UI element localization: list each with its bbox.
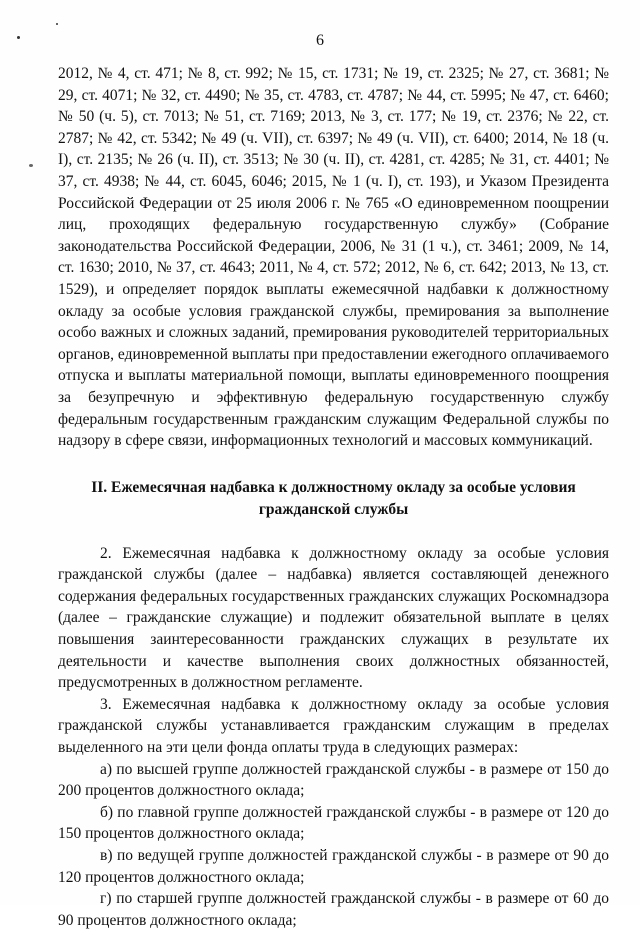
- paragraph-continuation: 2012, № 4, ст. 471; № 8, ст. 992; № 15, ст. 1731; № 19, ст. 2325; № 27, ст. 3681; № 29, ст. 4071; № 32, ст. 4490; № 35, ст. 4783, ст. 4787; № 44, ст. 5995; № 47, ст. 6460; № 50 (ч. 5), ст. 7013; № 51, ст. 7169; 2013, № 3, ст. 177; № 19, ст. 2376; № 22, ст. 2787; № 42, ст. 5342; № 49 (ч. VII), ст. 6397; № 49 (ч. VII), ст. 6400; 2014, № 18 (ч. I), ст. 2135; № 26 (ч. II), ст. 3513; № 30 (ч. II), ст. 4281, ст. 4285; № 31, ст. 4401; № 37, ст. 4938; № 44, ст. 6045, 6046; 2015, № 1 (ч. I), ст. 193), и Указом Президента Российской Федерации от 25 июля 2006 г. № 765 «О единовременном поощрении лиц, проходящих федеральную государственную службу» (Собрание законодательства Российской Федерации, 2006, № 31 (1 ч.), ст. 3461; 2009, № 14, ст. 1630; 2010, № 37, ст. 4643; 2011, № 4, ст. 572; 2012, № 6, ст. 642; 2013, № 13, ст. 1529), и определяет порядок выплаты ежемесячной надбавки к должностному окладу за особые условия гражданской службы, премирования за выполнение особо важных и сложных заданий, премирования руководителей территориальных органов, единовременной выплаты при предоставлении ежегодного оплачиваемого отпуска и выплаты материальной помощи, выплаты единовременного поощрения за безупречную и эффективную федеральную государственную службу федеральным государственным гражданским служащим Федеральной службы по надзору в сфере связи, информационных технологий и массовых коммуникаций.: [58, 65, 609, 450]
- list-item-a: а) по высшей группе должностей гражданской службы - в размере от 150 до 200 процентов должностного оклада;: [58, 760, 609, 800]
- list-item-g: г) по старшей группе должностей гражданской службы - в размере от 60 до 90 процентов должностного оклада;: [58, 890, 609, 929]
- page-number: 6: [316, 32, 324, 49]
- scan-speck: [29, 164, 33, 167]
- list-item-v: в) по ведущей группе должностей гражданской службы - в размере от 90 до 120 процентов должностного оклада;: [58, 847, 609, 886]
- scan-speck: [56, 23, 58, 25]
- paragraph-item-2: 2. Ежемесячная надбавка к должностному окладу за особые условия гражданской службы (далее – надбавка) является составляющей денежного содержания федеральных государственных гражданских служащих Роскомнадзора (далее – гражданские служащие) и подлежит обязательной выплате в целях повышения заинтересованности гражданских служащих в результате их деятельности и качестве выполнения своих должностных обязанностей, предусмотренных в должностном регламенте.: [58, 544, 609, 692]
- section-heading: II. Ежемесячная надбавка к должностному окладу за особые условия гражданской службы: [91, 478, 576, 518]
- document-body: [58, 63, 609, 931]
- paragraph-item-3: 3. Ежемесячная надбавка к должностному окладу за особые условия гражданской службы устанавливается гражданским служащим в пределах выделенного на эти цели фонда оплаты труда в следующих размерах:: [58, 695, 609, 757]
- list-item-b: б) по главной группе должностей гражданской службы - в размере от 120 до 150 процентов должностного оклада;: [58, 803, 609, 843]
